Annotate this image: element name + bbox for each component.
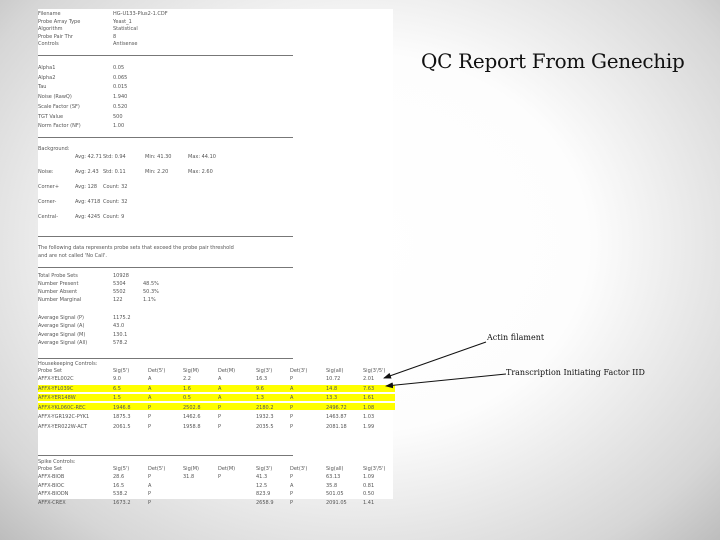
house_rows-cell: 2502.8 [183,404,201,411]
spike_rows-cell: AFFX-BIODN [38,491,69,497]
spike_rows-cell: P [290,499,294,506]
house-header-cell: Sig(all) [326,368,344,374]
spike_rows-cell: A [290,482,294,489]
house_rows-cell: A [148,385,152,392]
param_rows-cell: Tau [38,84,47,91]
note-line: The following data represents probe sets that exceed the probe pair threshold [38,245,234,251]
spike_rows-cell: AFFX-BIOC [38,482,65,489]
house_rows-cell: AFFX-YKL060C-REC [38,404,86,411]
house-header-cell: Det(5') [148,368,166,374]
param_rows-cell: 0.05 [113,65,125,71]
spike_rows-cell: 12.5 [256,482,268,489]
spike_rows-cell: P [148,474,152,480]
background_rows-cell: Corner- [38,199,57,205]
spike-header-cell: Probe Set [38,466,62,472]
background_rows-cell: Avg: 42.71 [75,154,102,160]
house_rows-cell: 1875.3 [113,414,131,420]
background-label: Background: [38,146,70,152]
house_rows-cell: P [148,423,152,430]
house_rows-cell: P [218,414,222,420]
house_rows-cell: 16.3 [256,376,268,382]
house_rows-cell: AFFX-YER022W-ACT [38,423,88,430]
house_rows-cell: 9.6 [256,385,264,392]
header_rows-cell: Antisense [113,41,138,48]
background_rows-cell: Corner+ [38,184,60,190]
spike_rows-cell: P [290,491,294,497]
spike_rows-cell: 538.2 [113,491,128,497]
spike_rows-cell: 28.6 [113,474,125,480]
header_rows-cell: Controls [38,41,59,48]
header_rows-cell: Probe Array Type [38,18,81,25]
background_rows-cell: Std: 0.94 [103,154,126,160]
house_rows-cell: A [218,385,222,392]
stats_rows-cell: 5502 [113,289,126,295]
background_rows-cell: Count: 9 [103,214,125,220]
param_rows-cell: 0.015 [113,84,128,91]
house_rows-cell: 2.2 [183,376,191,382]
house_rows-cell: P [290,414,294,420]
stats_rows-cell: 1.1% [143,297,156,303]
spike-header-cell: Sig(3') [256,466,273,472]
house_rows-cell: 14.8 [326,385,338,392]
spike_rows-cell: 0.50 [363,491,375,497]
spike-header-cell: Sig(5') [113,466,130,472]
background_rows-cell: Avg: 2.43 [75,169,99,175]
house_rows-cell: A [290,395,294,401]
param_rows-cell: Alpha1 [38,65,56,71]
param_rows-cell: 500 [113,113,123,120]
header_rows-cell: Probe Pair Thr [38,33,73,40]
background_rows-cell: Avg: 4718 [75,199,101,205]
param_rows-cell: 0.520 [113,103,128,110]
header_rows-cell: Statistical [113,26,138,33]
house_rows-cell: 1463.87 [326,414,347,420]
spike-header-cell: Det(5') [148,466,166,472]
background_rows-cell: Max: 44.10 [188,154,216,160]
house-header-cell: Det(M) [218,368,236,374]
house_rows-cell: 13.3 [326,395,338,401]
spike_rows-cell: 1673.2 [113,499,131,506]
spike-title: Spike Controls: [38,459,76,465]
house_rows-cell: P [148,404,152,411]
background_rows-cell: Avg: 128 [75,184,98,190]
background_rows-cell: Min: 2.20 [145,169,169,175]
house_rows-cell: 1.03 [363,414,375,420]
house_rows-cell: AFFX-YEL002C [38,376,74,382]
house_rows-cell: 2.01 [363,376,375,382]
header_rows-cell: Yeast_1 [113,18,132,25]
signal_rows-cell: Average Signal (All) [38,340,88,347]
signal_rows-cell: Average Signal (A) [38,323,85,330]
signal_rows-cell: 43.0 [113,323,125,330]
house_rows-cell: 1.5 [113,395,121,401]
spike_rows-cell: AFFX-CREX [38,499,66,506]
housekeeping-title: Housekeeping Controls: [38,361,98,367]
house-header-cell: Det(3') [290,368,308,374]
spike_rows-cell: 41.3 [256,474,268,480]
spike-header-cell: Det(M) [218,466,236,472]
house_rows-cell: P [290,404,294,411]
signal_rows-cell: 1175.2 [113,315,131,321]
note-line: and are not called 'No Call'. [38,253,107,259]
stats_rows-cell: Number Marginal [38,297,82,303]
param_rows-cell: Alpha2 [38,74,56,81]
house_rows-cell: 1946.8 [113,404,131,411]
spike_rows-cell: P [218,474,222,480]
spike_rows-cell: 2658.9 [256,499,274,506]
house_rows-cell: A [148,376,152,382]
house_rows-cell: 1462.6 [183,414,201,420]
house_rows-cell: 7.63 [363,385,375,392]
header_rows-cell: HG-U133-Plus2-1.CDF [113,11,168,17]
spike_rows-cell: 31.8 [183,474,195,480]
house_rows-cell: 9.0 [113,376,121,382]
house_rows-cell: P [148,414,152,420]
slide-title: QC Report From Genechip [421,49,685,73]
spike_rows-cell: P [290,474,294,480]
house_rows-cell: 2496.72 [326,404,347,411]
house_rows-cell: 1.08 [363,404,375,411]
background_rows-cell: Noise: [38,169,54,175]
house-header-cell: Probe Set [38,368,62,374]
spike_rows-cell: 63.13 [326,474,341,480]
house_rows-cell: AFFX-YER148W [38,395,76,401]
actin-annotation: Actin filament [487,333,545,342]
param_rows-cell: 1.00 [113,123,125,130]
house-header-cell: Sig(5') [113,368,130,374]
house-header-cell: Sig(3') [256,368,273,374]
house_rows-cell: 1.3 [256,395,264,401]
actin-arrow [384,342,486,378]
house_rows-cell: 1.61 [363,395,375,401]
house-header-cell: Sig(M) [183,368,199,374]
house-header-cell: Sig(3'/5') [363,368,386,374]
spike_rows-cell: A [148,482,152,489]
house_rows-cell: P [290,423,294,430]
header_rows-cell: Algorithm [38,26,63,33]
house_rows-cell: 10.72 [326,376,341,382]
spike_rows-cell: 35.8 [326,482,338,489]
background_rows-cell: Min: 41.30 [145,154,172,160]
background_rows-cell: Count: 32 [103,184,128,190]
stats_rows-cell: 50.3% [143,289,159,295]
house_rows-cell: 6.5 [113,385,121,392]
spike-header-cell: Sig(3'/5') [363,466,386,472]
spike_rows-cell: AFFX-BIOB [38,474,65,480]
spike_rows-cell: 501.05 [326,491,344,497]
stats_rows-cell: 48.5% [143,281,159,287]
house_rows-cell: 2035.5 [256,423,274,430]
param_rows-cell: Norm Factor (NF) [38,123,81,130]
spike-header-cell: Sig(M) [183,466,199,472]
background_rows-cell: Count: 32 [103,199,128,205]
spike_rows-cell: 2091.05 [326,499,347,506]
house_rows-cell: A [218,376,222,382]
header_rows-cell: 8 [113,33,117,40]
signal_rows-cell: Average Signal (P) [38,315,84,321]
spike_rows-cell: 1.09 [363,474,375,480]
house_rows-cell: 2081.18 [326,423,347,430]
spike-header-cell: Det(3') [290,466,308,472]
stats_rows-cell: Total Probe Sets [38,273,78,279]
stats_rows-cell: 10928 [113,273,129,279]
house_rows-cell: P [290,376,294,382]
spike_rows-cell: 0.81 [363,482,375,489]
spike_rows-cell: P [148,491,152,497]
spike_rows-cell: 1.41 [363,499,375,506]
background_rows-cell: Max: 2.60 [188,169,213,175]
header_rows-cell: Filename [38,11,61,17]
house_rows-cell: A [148,395,152,401]
tif-annotation: Transcription Initiating Factor IID [506,368,645,377]
house_rows-cell: A [290,385,294,392]
param_rows-cell: Scale Factor (SF) [38,103,80,110]
house_rows-cell: P [218,423,222,430]
background_rows-cell: Central- [38,214,59,220]
param_rows-cell: 1.940 [113,94,128,101]
house_rows-cell: P [218,404,222,411]
house_rows-cell: 2180.2 [256,404,274,411]
spike_rows-cell: 823.9 [256,491,271,497]
spike_rows-cell: 16.5 [113,482,125,489]
param_rows-cell: TGT Value [38,113,64,120]
tif-arrow [386,374,506,386]
stats_rows-cell: Number Present [38,281,79,287]
signal_rows-cell: 578.2 [113,340,128,347]
house_rows-cell: A [218,395,222,401]
house_rows-cell: AFFX-YGR192C-PYK1 [38,414,90,420]
house_rows-cell: 1932.3 [256,414,274,420]
house_rows-cell: 1.6 [183,385,191,392]
house_rows-cell: 2061.5 [113,423,131,430]
house_rows-cell: 1.99 [363,423,375,430]
signal_rows-cell: 130.1 [113,331,128,338]
signal_rows-cell: Average Signal (M) [38,331,86,338]
param_rows-cell: 0.065 [113,74,128,81]
house_rows-cell: AFFX-YFL039C [38,385,74,392]
house_rows-cell: 0.5 [183,395,191,401]
stats_rows-cell: 5304 [113,281,126,287]
house_rows-cell: 1958.8 [183,423,201,430]
stats_rows-cell: Number Absent [38,289,78,295]
stats_rows-cell: 122 [113,297,123,303]
background_rows-cell: Avg: 4245 [75,214,101,220]
spike-header-cell: Sig(all) [326,466,344,472]
background_rows-cell: Std: 0.11 [103,169,126,175]
spike_rows-cell: P [148,499,152,506]
param_rows-cell: Noise (RawQ) [38,94,72,101]
